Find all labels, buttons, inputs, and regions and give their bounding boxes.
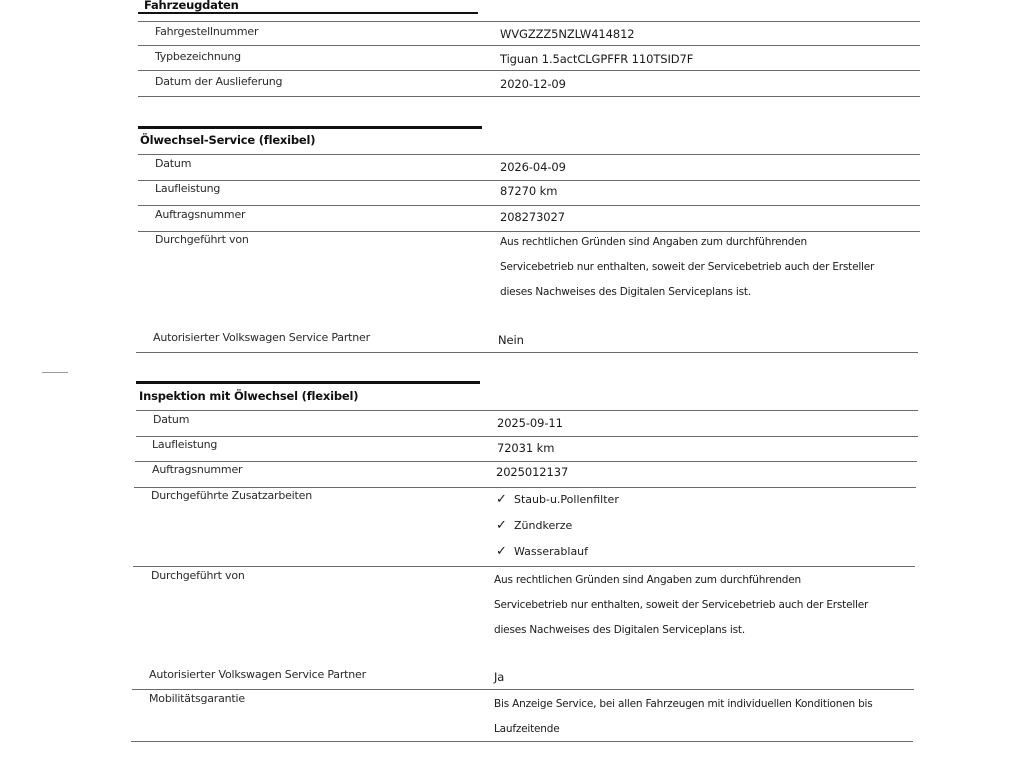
section-title-fahrzeugdaten: Fahrzeugdaten: [144, 0, 239, 12]
row-divider: [138, 21, 920, 22]
section-heavy-rule: [138, 126, 482, 129]
label-fahrgestellnummer: Fahrgestellnummer: [155, 25, 259, 38]
checkmark-icon: ✓: [496, 544, 507, 559]
value-datum: 2025-09-11: [497, 416, 563, 430]
value-durchgefuehrt-von: [494, 568, 868, 643]
checklist-item: [496, 518, 572, 533]
value-typbezeichnung: Tiguan 1.5actCLGPFFR 110TSID7F: [500, 52, 694, 66]
text-line: Aus rechtlichen Gründen sind Angaben zum durchführenden: [500, 236, 807, 248]
row-divider: [138, 96, 920, 97]
checkmark-icon: ✓: [496, 492, 507, 507]
row-divider: [136, 352, 918, 353]
value-datum-auslieferung: 2020-12-09: [500, 77, 566, 91]
label-datum-auslieferung: Datum der Auslieferung: [155, 75, 283, 88]
row-divider: [138, 45, 920, 46]
label-durchgefuehrt-von: Durchgeführt von: [151, 569, 245, 582]
text-line: dieses Nachweises des Digitalen Serviceplans ist.: [494, 624, 745, 636]
label-auftragsnummer: Auftragsnummer: [152, 463, 243, 476]
checkmark-icon: ✓: [496, 518, 507, 533]
text-line: Servicebetrieb nur enthalten, soweit der Servicebetrieb auch der Ersteller: [494, 599, 869, 611]
margin-mark: [42, 372, 68, 373]
value-fahrgestellnummer: WVGZZZ5NZLW414812: [500, 27, 635, 41]
text-line: Bis Anzeige Service, bei allen Fahrzeugen mit individuellen Konditionen bis: [494, 698, 873, 710]
checklist-item-label: Staub-u.Pollenfilter: [514, 493, 619, 506]
value-service-partner: Ja: [494, 670, 505, 684]
value-auftragsnummer: 208273027: [500, 210, 565, 224]
text-line: Aus rechtlichen Gründen sind Angaben zum durchführenden: [494, 574, 801, 586]
value-auftragsnummer: 2025012137: [496, 465, 569, 479]
row-divider: [138, 205, 920, 206]
row-divider: [138, 154, 920, 155]
label-laufleistung: Laufleistung: [155, 182, 221, 195]
label-service-partner: Autorisierter Volkswagen Service Partner: [149, 668, 366, 681]
label-service-partner: Autorisierter Volkswagen Service Partner: [153, 331, 370, 344]
row-divider: [134, 487, 916, 488]
checklist-item-label: Zündkerze: [514, 519, 573, 532]
label-auftragsnummer: Auftragsnummer: [155, 208, 246, 221]
row-divider: [131, 741, 913, 742]
value-service-partner: Nein: [498, 333, 524, 347]
section-heavy-rule: [138, 12, 478, 14]
checklist-item: [496, 492, 619, 507]
label-durchgefuehrt-von: Durchgeführt von: [155, 233, 249, 246]
label-zusatzarbeiten: Durchgeführte Zusatzarbeiten: [151, 489, 312, 502]
row-divider: [132, 689, 914, 690]
row-divider: [136, 436, 918, 437]
value-datum: 2026-04-09: [500, 160, 566, 174]
text-line: Servicebetrieb nur enthalten, soweit der Servicebetrieb auch der Ersteller: [500, 261, 875, 273]
value-mobilitaetsgarantie: [494, 692, 873, 742]
label-laufleistung: Laufleistung: [152, 438, 218, 451]
row-divider: [136, 410, 918, 411]
row-divider: [133, 566, 915, 567]
checklist-item: [496, 544, 588, 559]
checklist-item-label: Wasserablauf: [514, 545, 589, 558]
value-laufleistung: 87270 km: [500, 184, 558, 198]
label-typbezeichnung: Typbezeichnung: [155, 50, 241, 63]
row-divider: [138, 180, 920, 181]
text-line: Laufzeitende: [494, 723, 560, 735]
label-datum: Datum: [155, 157, 192, 170]
section-title-inspektion: Inspektion mit Ölwechsel (flexibel): [139, 389, 359, 403]
label-datum: Datum: [153, 413, 190, 426]
section-heavy-rule: [136, 381, 480, 384]
value-laufleistung: 72031 km: [497, 441, 555, 455]
row-divider: [135, 461, 917, 462]
label-mobilitaetsgarantie: Mobilitätsgarantie: [149, 692, 245, 705]
row-divider: [138, 70, 920, 71]
text-line: dieses Nachweises des Digitalen Serviceplans ist.: [500, 286, 751, 298]
section-title-oelwechsel: Ölwechsel-Service (flexibel): [140, 133, 316, 147]
value-durchgefuehrt-von: [500, 230, 874, 305]
